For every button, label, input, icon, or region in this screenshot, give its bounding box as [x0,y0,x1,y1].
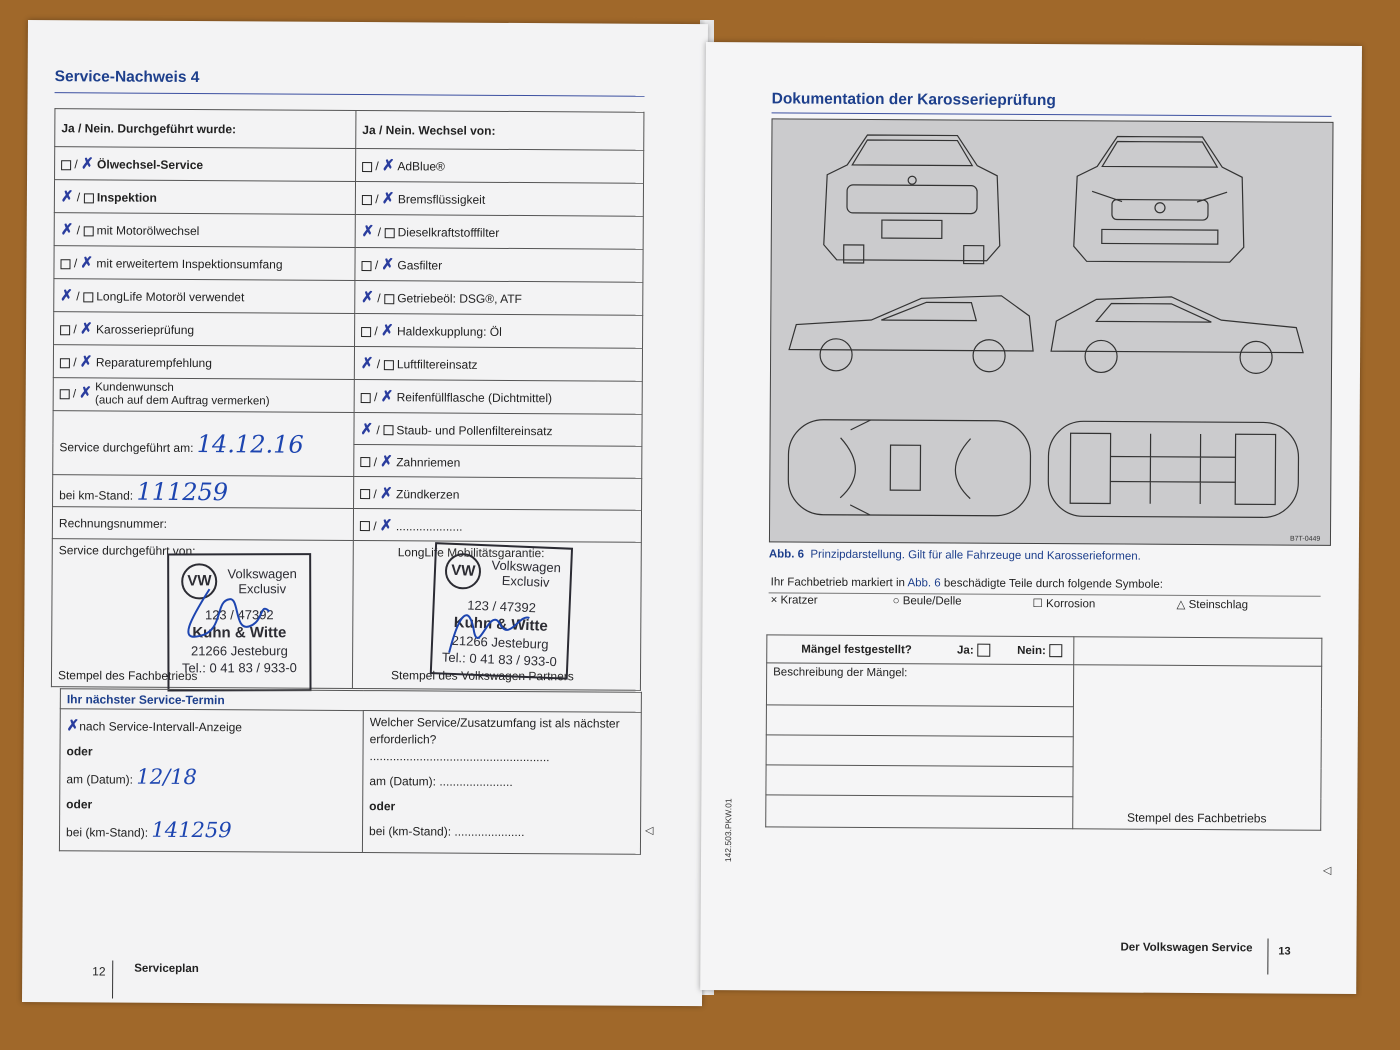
stamp-company: Kuhn & Witte [192,624,287,642]
symbol-korrosion: ☐ Korrosion [1032,598,1096,611]
page-title-left: Service-Nachweis 4 [54,68,200,87]
page-number-left: 12 [92,964,106,979]
symbol-steinschlag: △ Steinschlag [1176,598,1249,612]
checkmark-icon: ✗ [66,717,80,735]
item-label: Inspektion [96,190,157,205]
service-date-value: 14.12.16 [196,429,304,459]
checkmark-icon: ✗ [81,155,94,173]
nein-checkbox[interactable] [1049,644,1062,657]
item-label: Dieselkraftstofffilter [397,225,500,240]
checkmark-icon: ✗ [380,484,393,502]
checkbox-icon [361,393,371,403]
item-label: Getriebeöl: DSG®, ATF [397,291,522,307]
col2-header: Ja / Nein. Wechsel von: [356,111,644,151]
stamp-brand: Volkswagen [491,557,562,576]
description-row: Beschreibung der Mängel: [766,663,1073,707]
checkmark-icon: ✗ [382,157,395,175]
defects-header [767,635,1074,665]
checkmark-icon: ✗ [80,254,94,272]
checkmark-icon: ✗ [80,320,93,338]
footer-right: Der Volkswagen Service [1120,941,1253,955]
item-label: AdBlue® [397,159,445,174]
symbols-intro-pre: Ihr Fachbetrieb markiert in [770,576,905,590]
checkmark-icon: ✗ [60,287,73,305]
item-note: (auch auf dem Auftrag vermerken) [95,394,270,408]
symbols-intro [771,576,1163,590]
defects-table [765,634,1322,830]
defects-header-empty [1074,637,1322,667]
longlife-label: LongLife Mobilitätsgarantie: [397,545,545,561]
item-label: Bremsflüssigkeit [397,192,486,207]
next-km-label: bei (km-Stand): [65,825,149,840]
next-date-dots: am (Datum): ...................... [369,774,513,789]
stamp-number: 123 / 47392 [204,607,274,623]
checkbox-icon [360,521,370,531]
km-label: bei km-Stand: [59,487,134,503]
signature-right [434,592,544,663]
item-label: Karosserieprüfung [96,322,195,338]
side-code: 142.503.PKW.01 [722,798,734,863]
stamp-area [1073,665,1322,831]
stamp-city: 21266 Jesteburg [190,643,288,659]
item-getriebeoel: ✗ / Getriebeöl: DSG®, ATF [355,281,643,316]
next-date-value: 12/18 [136,764,198,790]
stamp-sub: Exclusiv [501,572,550,590]
caption-text: Prinzipdarstellung. Gilt für alle Fahrzeuge und Karosserieformen. [810,548,1141,563]
checkmark-icon: ✗ [381,190,395,208]
left-page [22,20,708,1006]
vw-logo-icon: VW [181,563,217,599]
item-label: Zündkerzen [396,486,460,502]
item-inspektion: ✗ / Inspektion [54,180,355,215]
symbol-beule: ○ Beule/Delle [892,595,962,608]
stamp-city: 21266 Jesteburg [451,632,549,652]
oder-label: oder [369,799,396,814]
checkbox-icon [360,489,370,499]
stamp-phone: Tel.: 0 41 83 / 933-0 [441,649,558,670]
checkmark-icon: ✗ [360,355,374,373]
description-line[interactable] [766,705,1073,737]
figure-caption [769,548,1141,562]
checkbox-icon [361,327,371,337]
next-service-left [59,709,363,853]
stamp-label-right-page: Stempel des Fachbetriebs [1127,810,1267,826]
item-label: LongLife Motoröl verwendet [96,289,245,305]
item-label: Staub- und Pollenfiltereinsatz [396,422,553,438]
invoice-label: Rechnungsnummer: [58,515,168,531]
continue-arrow-icon: ◁ [645,824,654,837]
title-rule [772,112,1332,116]
next-service-right [362,711,641,855]
item-adblue: / ✗ AdBlue® [356,149,644,184]
checkbox-icon [60,389,70,399]
checkbox-icon [384,228,394,238]
item-reparatur: / ✗ Reparaturempfehlung [53,345,354,380]
checkbox-icon [383,426,393,436]
checkmark-icon: ✗ [360,420,374,438]
service-by-label: Service durchgeführt von: [58,543,196,559]
stamp-sub: Exclusiv [238,581,287,597]
item-gasfilter: / ✗ Gasfilter [355,248,643,283]
figure-code: B7T-0449 [1289,535,1321,543]
continue-arrow-icon: ◁ [1322,864,1332,877]
item-label: Reifenfüllflasche (Dichtmittel) [396,390,553,406]
item-label: Kundenwunsch [95,381,174,394]
stamp-number: 123 / 47392 [466,597,537,616]
checkbox-icon [60,358,70,368]
checkmark-icon: ✗ [381,322,394,340]
item-zuendkerzen: / ✗ Zündkerzen [354,476,642,510]
page-number-right: 13 [1278,945,1291,958]
oder-label: oder [66,797,93,812]
ja-label: Ja: [957,644,974,657]
item-motoroelwechsel: ✗ / mit Motorölwechsel [54,213,355,248]
ja-checkbox[interactable] [977,644,990,657]
checkbox-icon [362,162,372,172]
checkmark-icon: ✗ [380,452,393,470]
vehicle-diagram [769,118,1334,545]
checkbox-icon [361,261,371,271]
footer-divider [1267,938,1268,974]
footer-divider [112,961,113,999]
item-luftfilter: ✗ / Luftfiltereinsatz [354,347,642,382]
description-line[interactable] [766,765,1073,797]
item-bremsfluessigkeit: / ✗ Bremsflüssigkeit [355,182,643,217]
defects-label: Mängel festgestellt? [801,643,912,656]
item-label: Haldexkupplung: Öl [397,324,502,339]
next-service-title: Ihr nächster Service-Termin [60,689,641,713]
km-value: 111259 [136,477,229,506]
checkbox-icon [60,325,70,335]
next-dots-line: ...................................................... [369,749,550,765]
oder-label: oder [66,744,93,759]
item-erweitert: / ✗ mit erweitertem Inspektionsumfang [54,246,355,281]
checkmark-icon: ✗ [361,289,374,307]
item-label: mit erweitertem Inspektionsumfang [96,256,283,272]
checkmark-icon: ✗ [381,256,395,274]
checkbox-icon [384,294,394,304]
footer-left: Serviceplan [134,962,199,976]
checkbox-icon [360,457,370,467]
item-label: mit Motorölwechsel [96,223,200,239]
item-kundenwunsch: / ✗ Kundenwunsch (auch auf dem Auftrag vermerken) [53,378,354,413]
next-km-dots: bei (km-Stand): ..................... [369,824,525,840]
checkmark-icon: ✗ [79,353,93,371]
checkbox-icon [83,292,93,302]
service-date-label: Service durchgeführt am: [59,439,194,455]
checkmark-icon: ✗ [361,223,375,241]
page-title-right: Dokumentation der Karosserieprüfung [771,90,1056,110]
stamp-company: Kuhn & Witte [453,613,549,635]
checkbox-icon [362,195,372,205]
checkbox-icon [83,226,93,236]
checkmark-icon: ✗ [60,221,74,239]
item-label: .................... [395,518,463,534]
caption-ref: Abb. 6 [768,548,805,561]
stamp-label-left: Stempel des Fachbetriebs [57,668,198,684]
col1-header: Ja / Nein. Durchgeführt wurde: [55,109,356,149]
description-line[interactable] [766,795,1073,829]
item-oelwechsel: / ✗ Ölwechsel-Service [55,147,356,182]
checkbox-icon [383,360,393,370]
description-line[interactable] [766,735,1073,767]
stamp-brand: Volkswagen [227,566,297,582]
checkmark-icon: ✗ [379,516,393,534]
next-question: Welcher Service/Zusatzumfang ist als nächster erforderlich? [369,715,620,747]
nein-label: Nein: [1017,644,1046,657]
item-label: Ölwechsel-Service [97,157,204,173]
invoice-cell [52,507,353,541]
item-pollenfilter: ✗ / Staub- und Pollenfiltereinsatz [354,412,642,446]
vw-logo-icon: VW [445,553,482,590]
checkbox-icon [83,193,93,203]
stamp-label-right: Stempel des Volkswagen Partners [390,668,574,684]
item-karosserie: / ✗ Karosserieprüfung [54,312,355,347]
item-other: / ✗ .................... [353,508,641,542]
stamp-phone: Tel.: 0 41 83 / 933-0 [181,660,297,676]
next-km-value: 141259 [151,817,232,843]
checkmark-icon: ✗ [380,388,394,406]
checkmark-icon: ✗ [79,384,92,402]
title-rule [55,92,645,97]
item-label: Zahnriemen [396,454,461,470]
next-service-table [59,688,642,855]
next-interval-label: nach Service-Intervall-Anzeige [79,719,243,735]
right-page [700,42,1362,994]
checkmark-icon: ✗ [60,188,74,206]
item-label: Reparaturempfehlung [95,355,212,371]
next-date-label: am (Datum): [66,772,134,787]
service-date-cell [53,411,354,477]
vehicle-outlines [770,119,1333,544]
item-zahnriemen: / ✗ Zahnriemen [354,444,642,478]
item-label: Gasfilter [397,258,443,273]
km-cell [53,475,354,509]
item-longlife: ✗ / LongLife Motoröl verwendet [54,279,355,314]
item-haldex: / ✗ Haldexkupplung: Öl [355,314,643,349]
symbols-intro-ref[interactable]: Abb. 6 [907,577,941,590]
symbol-kratzer: × Kratzer [770,594,818,607]
item-reifenfuell: / ✗ Reifenfüllflasche (Dichtmittel) [354,380,642,415]
checkbox-icon [61,160,71,170]
signature-left [169,581,279,652]
item-label: Luftfiltereinsatz [396,357,478,372]
checkbox-icon [60,259,70,269]
item-dieselfilter: ✗ / Dieselkraftstofffilter [355,215,643,250]
symbols-intro-post: beschädigte Teile durch folgende Symbole: [943,577,1164,591]
